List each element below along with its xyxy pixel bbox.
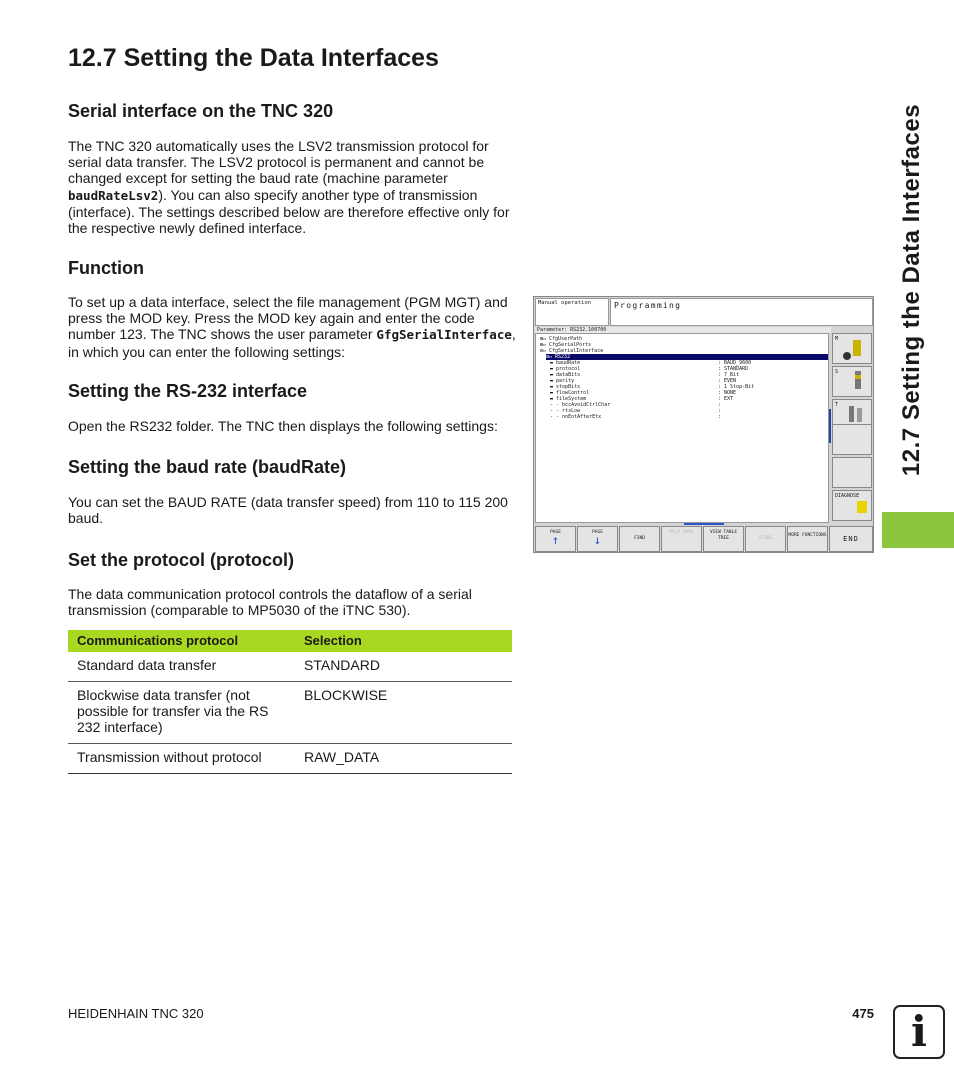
heading-serial-interface: Serial interface on the TNC 320 (68, 101, 334, 121)
serial-text-2: ). You can also specify another type of transmission (interface). The settings described below are therefore effective only for the respective newly defined interface. (68, 186, 510, 237)
tree-item: ⊟▭ CfgSerialInterface (540, 348, 604, 354)
tree-value: : 1 Stop-Bit (718, 384, 755, 390)
control-screenshot (533, 296, 874, 553)
paragraph-serial-interface (68, 138, 516, 236)
paragraph-function (68, 294, 516, 360)
paragraph-baud-rate: You can set the BAUD RATE (data transfer speed) from 110 to 115 200 baud. (68, 494, 508, 527)
side-button-diagnose: DIAGNOSE (832, 490, 872, 521)
tool-icon (833, 367, 871, 396)
table-cell: STANDARD (295, 652, 512, 682)
tree-item: - - noEotAfterEtx (550, 414, 602, 420)
table-header-protocol: Communications protocol (68, 630, 295, 652)
tree-value: : 7 Bit (718, 372, 740, 378)
screenshot-parameter-tree (535, 333, 829, 523)
table-row (68, 652, 512, 682)
tree-item: ⊞▭ CfgSerialPorts (540, 342, 592, 348)
softkey-find: FIND (619, 526, 660, 552)
page-number: 475 (852, 1006, 874, 1021)
side-button-s: S (832, 366, 872, 397)
function-text-2: , in which you can enter the following settings: (68, 326, 516, 360)
side-button-m: M (832, 333, 872, 364)
page-title: 12.7 Setting the Data Interfaces (68, 44, 439, 72)
serial-text-1: The TNC 320 automatically uses the LSV2 transmission protocol for serial data transfer. The LSV2 protocol is permanent and cannot be changed except for setting the baud rate (machine parameter (68, 138, 489, 187)
arrow-up-icon: ↑ (551, 533, 560, 547)
tree-value: : EXT (718, 396, 734, 402)
table-cell: Standard data transfer (68, 652, 295, 682)
paragraph-protocol: The data communication protocol controls the dataflow of a serial transmission (comparable to MP5030 of the iTNC 530). (68, 586, 472, 619)
softkey-end: END (829, 526, 873, 552)
softkey-help: HELP MORE (661, 526, 702, 552)
tree-value: : BAUD_9600 (718, 360, 752, 366)
screenshot-active-bar (684, 523, 724, 525)
table-row (68, 682, 512, 744)
info-glyph: i (911, 1007, 927, 1056)
screenshot-side-softkeys (831, 327, 873, 523)
side-button-empty (832, 424, 872, 455)
tree-item: ▬ baudRate (550, 360, 581, 366)
spindle-icon (833, 334, 871, 363)
side-button-t: T (832, 399, 872, 430)
heading-function: Function (68, 258, 144, 278)
table-row (68, 744, 512, 774)
softkey-page-up: PAGE ↑ (535, 526, 576, 552)
arrow-down-icon: ↓ (593, 533, 602, 547)
tree-value: : STANDARD (718, 366, 749, 372)
tree-value: : (718, 414, 722, 420)
table-cell: Blockwise data transfer (not possible for transfer via the RS 232 interface) (68, 682, 295, 744)
softkey-view: VIEW TABLE TREE (703, 526, 744, 552)
tree-item: - - bccAvoidCtrlChar (550, 402, 611, 408)
tree-value: : EVEN (718, 378, 737, 384)
tree-item: ▬ protocol (550, 366, 581, 372)
side-chapter-title: 12.7 Setting the Data Interfaces (898, 103, 925, 477)
tree-item: ▬ stopBits (550, 384, 581, 390)
tree-item: ⊞▭ CfgUserPath (540, 336, 583, 342)
heading-protocol: Set the protocol (protocol) (68, 550, 294, 570)
code-gfgserialinterface: GfgSerialInterface (376, 327, 512, 343)
tree-item: ▬ dataBits (550, 372, 581, 378)
tree-item: - - rtsLow (550, 408, 581, 414)
softkey-more-functions: MORE FUNCTIONS (787, 526, 828, 552)
softkey-page-down: PAGE ↓ (577, 526, 618, 552)
footer-product: HEIDENHAIN TNC 320 (68, 1006, 204, 1021)
info-icon (893, 1005, 945, 1059)
screenshot-softkey-row (535, 526, 873, 552)
softkey-store: STORE (745, 526, 786, 552)
heading-rs232: Setting the RS-232 interface (68, 381, 308, 401)
tree-item: ▬ fileSystem (550, 396, 587, 402)
tree-value: : (718, 408, 722, 414)
code-baudratelsv2: baudRateLsv2 (68, 187, 159, 203)
tree-item: ▬ flowControl (550, 390, 590, 396)
tree-value: : NONE (718, 390, 737, 396)
screenshot-program-label: Programming (610, 298, 873, 326)
table-cell: RAW_DATA (295, 744, 512, 774)
table-cell: Transmission without protocol (68, 744, 295, 774)
chapter-tab (882, 512, 954, 548)
protocol-table (68, 630, 512, 774)
function-text-1: To set up a data interface, select the file management (PGM MGT) and press the MOD key. Press the MOD key again and enter the code number 123. The TNC shows the user parameter (68, 294, 508, 343)
table-header-selection: Selection (295, 630, 512, 652)
tree-item-selected: ⊟▭ RS232 (546, 354, 828, 360)
table-header-row (68, 630, 512, 652)
paragraph-rs232: Open the RS232 folder. The TNC then displays the following settings: (68, 418, 498, 434)
screenshot-param-line: Parameter: RS232.100700 (535, 327, 831, 333)
side-button-empty (832, 457, 872, 488)
tree-item: ▬ parity (550, 378, 575, 384)
heading-baud-rate: Setting the baud rate (baudRate) (68, 457, 347, 477)
table-cell: BLOCKWISE (295, 682, 512, 744)
tree-value: : (718, 402, 722, 408)
screenshot-mode-label: Manual operation (535, 298, 609, 326)
